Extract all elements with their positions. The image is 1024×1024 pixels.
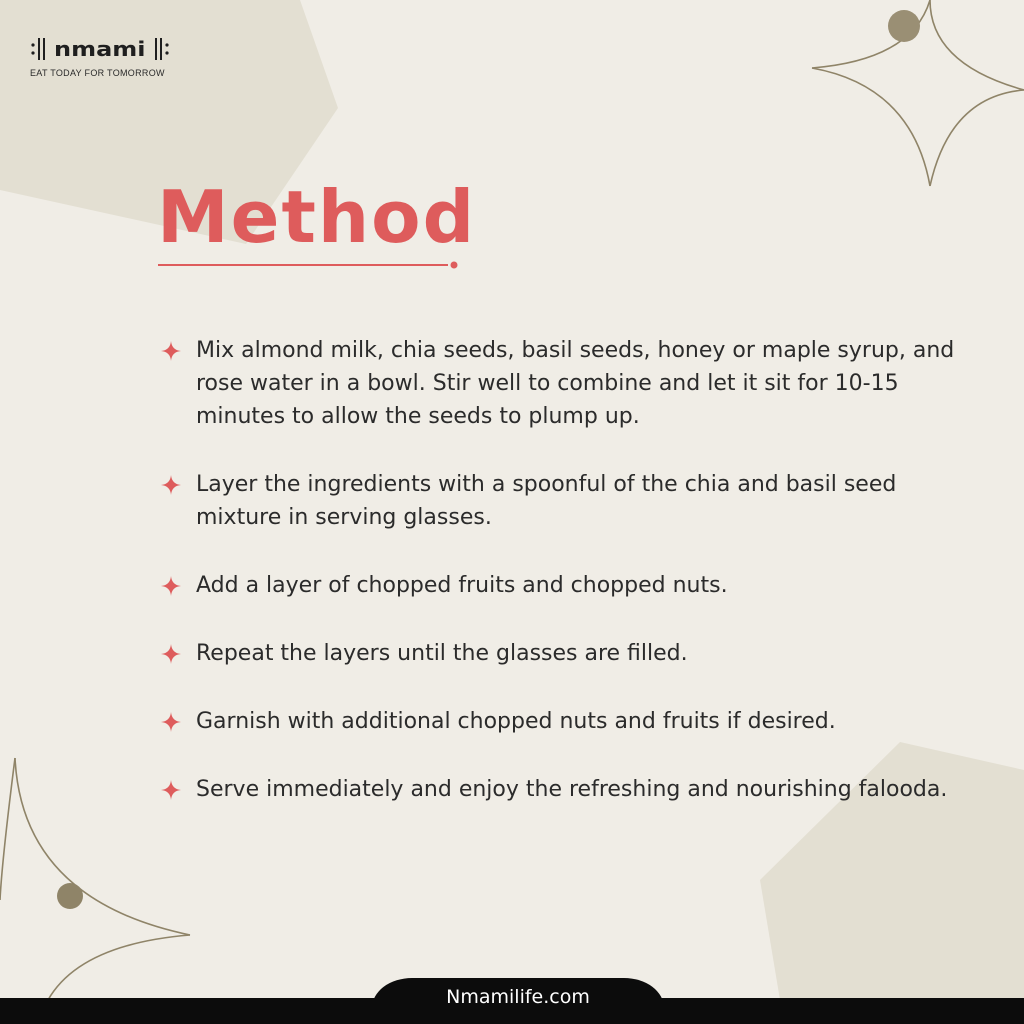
four-point-star-icon <box>160 711 182 733</box>
step-text: Add a layer of chopped fruits and chopped nuts. <box>196 573 728 598</box>
step-text: Garnish with additional chopped nuts and fruits if desired. <box>196 709 836 734</box>
logo-mark <box>30 34 190 64</box>
brand-logo <box>30 34 190 78</box>
logo-left-bars-icon <box>30 36 50 62</box>
list-item <box>160 705 980 738</box>
four-point-star-icon <box>160 643 182 665</box>
four-point-star-icon <box>160 474 182 496</box>
step-text: Mix almond milk, chia seeds, basil seeds, honey or maple syrup, and rose water in a bowl. Stir well to combine and let it sit for 10-15 minutes to allow the seeds to plump up. <box>196 338 955 429</box>
website-link[interactable]: Nmamilife.com <box>446 986 590 1008</box>
brand-name: nmami <box>54 37 146 61</box>
top-right-ornament-dot <box>888 10 920 42</box>
bottom-left-ornament-dot <box>57 883 83 909</box>
brand-tagline: EAT TODAY FOR TOMORROW <box>30 68 165 78</box>
list-item <box>160 569 980 602</box>
list-item <box>160 637 980 670</box>
title-underline <box>158 260 463 270</box>
page-title: Method <box>157 175 477 259</box>
method-steps-list <box>160 334 980 841</box>
step-text: Layer the ingredients with a spoonful of the chia and basil seed mixture in serving glasses. <box>196 472 897 530</box>
four-point-star-icon <box>160 575 182 597</box>
list-item <box>160 468 980 534</box>
footer-tab <box>372 978 664 1024</box>
list-item <box>160 334 980 433</box>
four-point-star-icon <box>160 779 182 801</box>
logo-right-bars-icon <box>150 36 170 62</box>
list-item <box>160 773 980 806</box>
step-text: Repeat the layers until the glasses are filled. <box>196 641 688 666</box>
step-text: Serve immediately and enjoy the refreshing and nourishing falooda. <box>196 777 948 802</box>
four-point-star-icon <box>160 340 182 362</box>
